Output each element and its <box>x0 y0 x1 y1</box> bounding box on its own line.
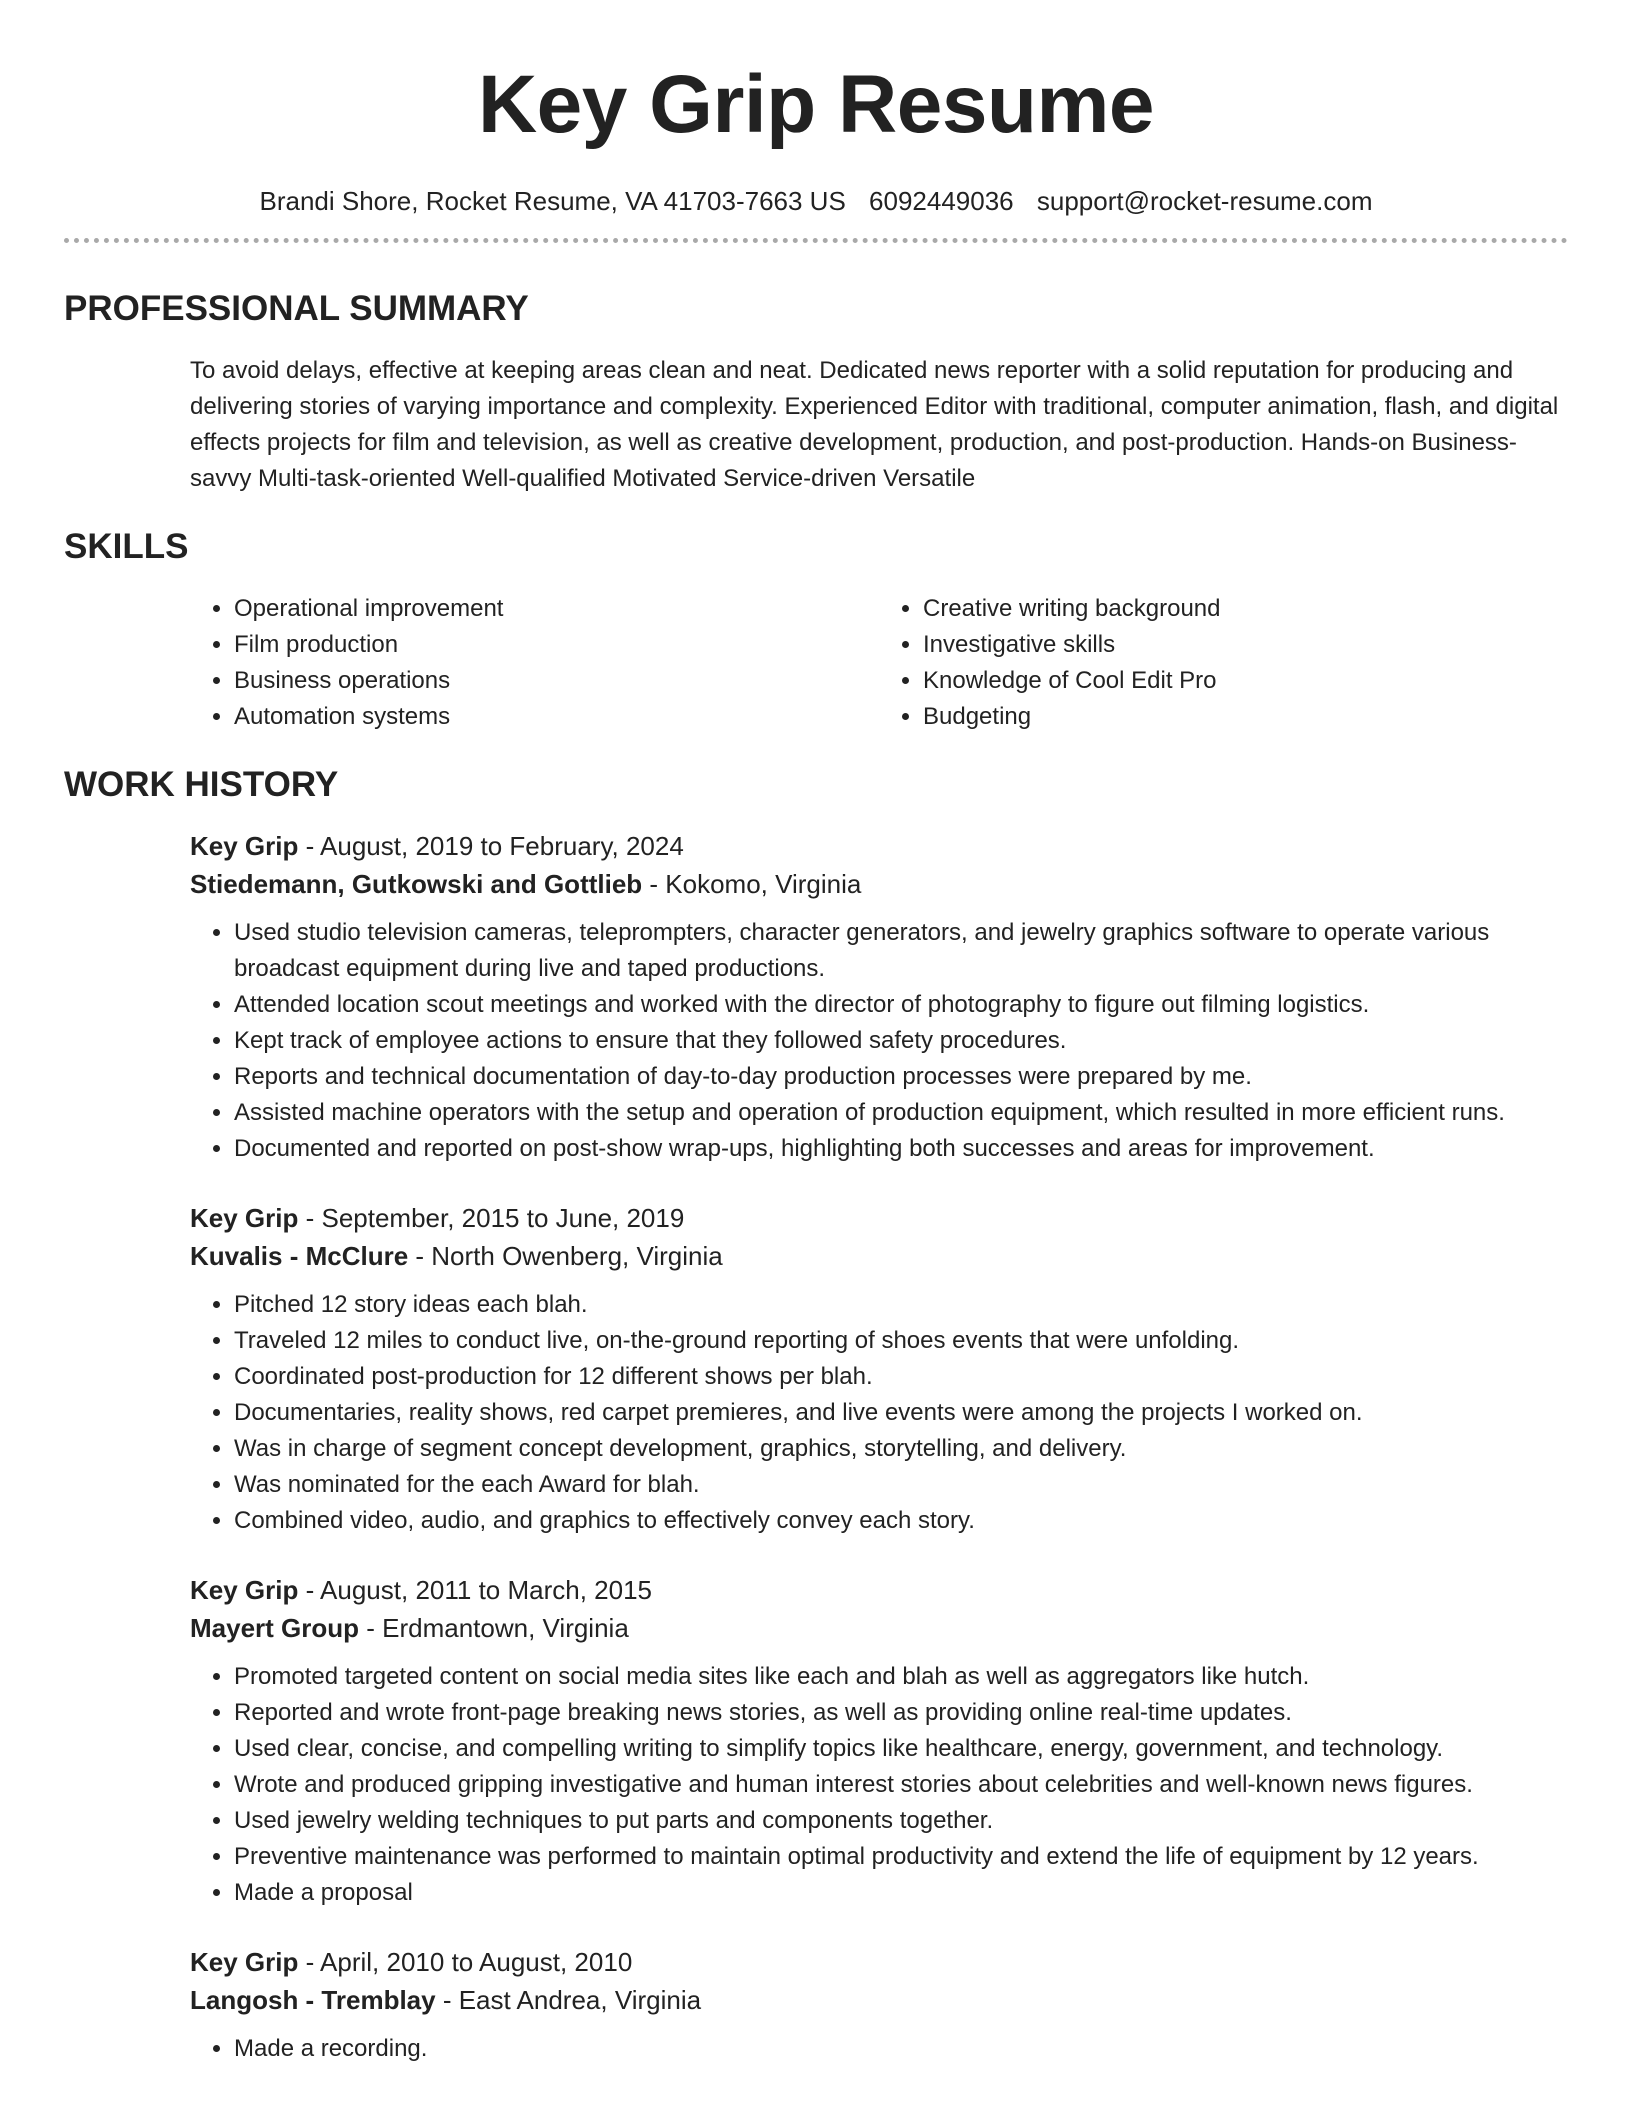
job-title: Key Grip <box>190 1947 299 1977</box>
skill-item: • Budgeting <box>923 699 1568 735</box>
job-bullet: • Reports and technical documentation of day-to-day production processes were prepared by me. <box>234 1059 1568 1095</box>
job-bullet: • Preventive maintenance was performed to maintain optimal productivity and extend the life of equipment by 12 years. <box>234 1839 1568 1875</box>
job-bullet: • Made a proposal <box>234 1875 1568 1911</box>
job-bullet: • Documented and reported on post-show wrap-ups, highlighting both successes and areas for improvement. <box>234 1131 1568 1167</box>
job-bullet: • Pitched 12 story ideas each blah. <box>234 1287 1568 1323</box>
job-bullet: • Made a recording. <box>234 2031 1568 2067</box>
job-location: - East Andrea, Virginia <box>435 1985 702 2015</box>
job-title: Key Grip <box>190 831 299 861</box>
work-history-heading: WORK HISTORY <box>64 765 339 804</box>
job-company: Mayert Group <box>190 1613 360 1643</box>
job-title: Key Grip <box>190 1575 299 1605</box>
job-title-line <box>190 1571 1568 1609</box>
job-company: Stiedemann, Gutkowski and Gottlieb <box>190 869 643 899</box>
job-company-line <box>190 1237 1568 1275</box>
job-bullet: • Promoted targeted content on social media sites like each and blah as well as aggregators like hutch. <box>234 1659 1568 1695</box>
job-bullet: • Kept track of employee actions to ensure that they followed safety procedures. <box>234 1023 1568 1059</box>
skill-item: • Investigative skills <box>923 627 1568 663</box>
job-dates: - September, 2015 to June, 2019 <box>298 1203 685 1233</box>
job-bullet: • Wrote and produced gripping investigative and human interest stories about celebrities and well-known news figures. <box>234 1767 1568 1803</box>
job-bullets <box>190 2031 1568 2067</box>
skills-list <box>190 591 1568 735</box>
job-location: - North Owenberg, Virginia <box>408 1241 723 1271</box>
job-bullet: • Was in charge of segment concept development, graphics, storytelling, and delivery. <box>234 1431 1568 1467</box>
job-bullet: • Attended location scout meetings and worked with the director of photography to figure out filming logistics. <box>234 987 1568 1023</box>
job-bullets <box>190 1287 1568 1539</box>
job-title: Key Grip <box>190 1203 299 1233</box>
header-divider <box>64 238 1568 243</box>
contact-email: support@rocket-resume.com <box>1036 186 1373 216</box>
job-entry <box>190 1199 1568 1539</box>
job-bullet: • Reported and wrote front-page breaking news stories, as well as providing online real-time updates. <box>234 1695 1568 1731</box>
job-dates: - August, 2019 to February, 2024 <box>298 831 684 861</box>
skill-item: • Operational improvement <box>234 591 879 627</box>
job-company-line <box>190 1609 1568 1647</box>
job-company: Kuvalis - McClure <box>190 1241 409 1271</box>
job-bullet: • Was nominated for the each Award for blah. <box>234 1467 1568 1503</box>
job-title-line <box>190 1199 1568 1237</box>
skills-heading: SKILLS <box>64 527 189 566</box>
page-title: Key Grip Resume <box>477 59 1155 150</box>
job-company-line <box>190 1981 1568 2019</box>
skills-column-right <box>879 591 1568 735</box>
job-title-line <box>190 1943 1568 1981</box>
job-entry <box>190 827 1568 1167</box>
skill-item: • Knowledge of Cool Edit Pro <box>923 663 1568 699</box>
job-bullets <box>190 1659 1568 1911</box>
job-bullet: • Used studio television cameras, teleprompters, character generators, and jewelry graphics software to operate various broadcast equipment during live and taped productions. <box>234 915 1568 987</box>
job-title-line <box>190 827 1568 865</box>
job-company-line <box>190 865 1568 903</box>
skill-item: • Film production <box>234 627 879 663</box>
skill-item: • Automation systems <box>234 699 879 735</box>
job-company: Langosh - Tremblay <box>190 1985 436 2015</box>
job-bullet: • Used jewelry welding techniques to put parts and components together. <box>234 1803 1568 1839</box>
job-bullet: • Combined video, audio, and graphics to effectively convey each story. <box>234 1503 1568 1539</box>
job-bullet: • Assisted machine operators with the setup and operation of production equipment, which resulted in more efficient runs. <box>234 1095 1568 1131</box>
job-dates: - August, 2011 to March, 2015 <box>298 1575 653 1605</box>
contact-phone: 6092449036 <box>869 186 1014 216</box>
job-bullets <box>190 915 1568 1167</box>
job-bullet: • Used clear, concise, and compelling writing to simplify topics like healthcare, energy, government, and technology. <box>234 1731 1568 1767</box>
job-location: - Kokomo, Virginia <box>642 869 862 899</box>
summary-heading: PROFESSIONAL SUMMARY <box>64 289 529 328</box>
job-bullet: • Documentaries, reality shows, red carpet premieres, and live events were among the projects I worked on. <box>234 1395 1568 1431</box>
job-bullet: • Coordinated post-production for 12 different shows per blah. <box>234 1359 1568 1395</box>
contact-line <box>64 184 1568 218</box>
job-entry <box>190 1943 1568 2067</box>
skill-item: • Business operations <box>234 663 879 699</box>
skills-column-left <box>190 591 879 735</box>
job-entry <box>190 1571 1568 1911</box>
skill-item: • Creative writing background <box>923 591 1568 627</box>
job-location: - Erdmantown, Virginia <box>359 1613 629 1643</box>
contact-address: Brandi Shore, Rocket Resume, VA 41703-7663 US <box>259 186 846 216</box>
job-bullet: • Traveled 12 miles to conduct live, on-the-ground reporting of shoes events that were unfolding. <box>234 1323 1568 1359</box>
job-dates: - April, 2010 to August, 2010 <box>298 1947 633 1977</box>
summary-text: To avoid delays, effective at keeping areas clean and neat. Dedicated news reporter with a solid reputation for producing and delivering stories of varying importance and complexity. Experienced Editor with traditional, computer animation, flash, and digital effects projects for film and television, as well as creative development, production, and post-production. Hands-on Business-savvy Multi-task-oriented Well-qualified Motivated Service-driven Versatile <box>190 357 1559 492</box>
